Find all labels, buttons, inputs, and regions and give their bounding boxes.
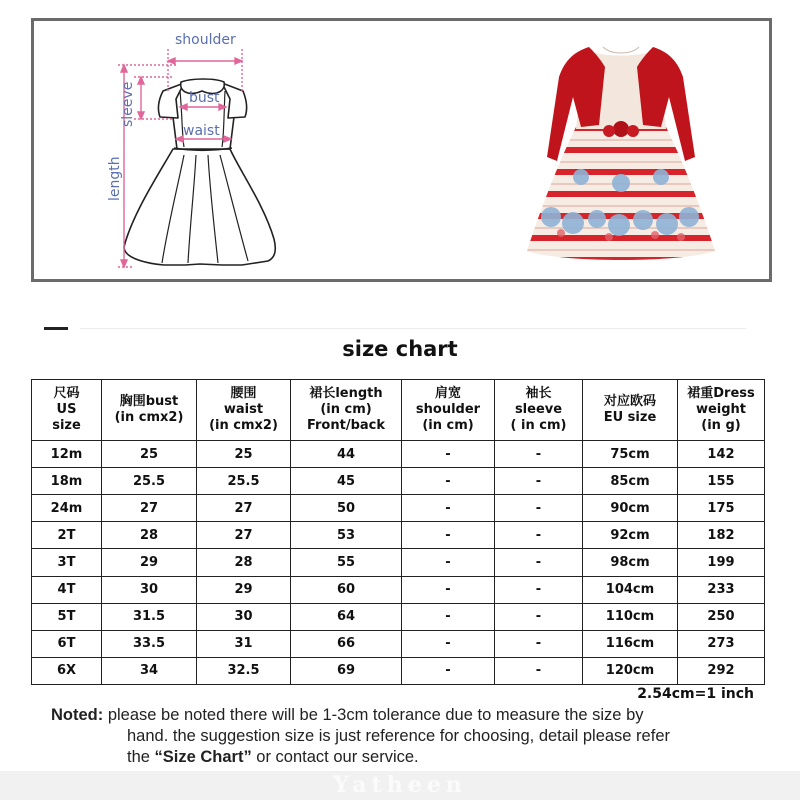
cell-us-size: 18m	[32, 468, 102, 495]
header-cell-eu-size: 对应欧码 EU size	[583, 380, 678, 441]
cell-eu-size: 90cm	[583, 495, 678, 522]
size-chart-reference: “Size Chart”	[154, 748, 252, 766]
measurement-diagram	[72, 25, 342, 280]
sleeve-label: sleeve	[120, 81, 136, 127]
table-row	[32, 549, 765, 576]
cell-weight: 182	[678, 522, 765, 549]
bust-label: bust	[189, 90, 220, 106]
waist-label: waist	[183, 123, 220, 139]
cell-weight: 292	[678, 657, 765, 684]
cell-weight: 250	[678, 603, 765, 630]
cell-bust: 25	[102, 441, 197, 468]
inch-conversion: 2.54cm=1 inch	[637, 686, 754, 702]
cell-waist: 30	[197, 603, 291, 630]
cell-shoulder: -	[402, 630, 495, 657]
note-line-3: the “Size Chart” or contact our service.	[127, 748, 419, 766]
cell-length: 50	[291, 495, 402, 522]
table-row	[32, 522, 765, 549]
header-cell-waist: 腰围 waist (in cmx2)	[197, 380, 291, 441]
header-cell-length: 裙长length (in cm) Front/back	[291, 380, 402, 441]
cell-bust: 33.5	[102, 630, 197, 657]
cell-eu-size: 85cm	[583, 468, 678, 495]
table-row	[32, 576, 765, 603]
cell-us-size: 3T	[32, 549, 102, 576]
cell-shoulder: -	[402, 495, 495, 522]
cell-weight: 199	[678, 549, 765, 576]
cell-weight: 175	[678, 495, 765, 522]
dress-photo	[521, 37, 721, 265]
cell-waist: 27	[197, 495, 291, 522]
cell-weight: 142	[678, 441, 765, 468]
cell-bust: 31.5	[102, 603, 197, 630]
size-table	[31, 379, 765, 685]
brand-watermark: Yatheen	[333, 772, 467, 798]
table-row	[32, 630, 765, 657]
length-label: length	[107, 156, 123, 201]
cell-waist: 29	[197, 576, 291, 603]
cell-sleeve: -	[495, 603, 583, 630]
section-dash	[44, 327, 68, 330]
cell-eu-size: 120cm	[583, 657, 678, 684]
size-table-body	[32, 441, 765, 685]
table-header-row	[32, 380, 765, 441]
cell-weight: 273	[678, 630, 765, 657]
cell-length: 64	[291, 603, 402, 630]
diagram-panel	[31, 18, 772, 282]
note-block	[51, 705, 761, 768]
cell-us-size: 12m	[32, 441, 102, 468]
cell-eu-size: 75cm	[583, 441, 678, 468]
cell-us-size: 24m	[32, 495, 102, 522]
cell-shoulder: -	[402, 603, 495, 630]
cell-us-size: 6T	[32, 630, 102, 657]
cell-bust: 29	[102, 549, 197, 576]
cell-eu-size: 104cm	[583, 576, 678, 603]
cell-us-size: 6X	[32, 657, 102, 684]
cell-sleeve: -	[495, 630, 583, 657]
cell-waist: 28	[197, 549, 291, 576]
cell-sleeve: -	[495, 522, 583, 549]
note-line-1	[51, 705, 761, 726]
cell-bust: 30	[102, 576, 197, 603]
cell-bust: 28	[102, 522, 197, 549]
cell-bust: 27	[102, 495, 197, 522]
cell-length: 69	[291, 657, 402, 684]
cell-eu-size: 92cm	[583, 522, 678, 549]
cell-shoulder: -	[402, 468, 495, 495]
table-row	[32, 468, 765, 495]
cell-sleeve: -	[495, 468, 583, 495]
cell-length: 45	[291, 468, 402, 495]
page-title: size chart	[342, 337, 458, 361]
note-line-2: hand. the suggestion size is just reference for choosing, detail please refer	[127, 727, 670, 745]
divider-line	[80, 328, 746, 329]
header-cell-sleeve: 袖长 sleeve ( in cm)	[495, 380, 583, 441]
cell-sleeve: -	[495, 495, 583, 522]
header-cell-us-size: 尺码 US size	[32, 380, 102, 441]
cell-waist: 25	[197, 441, 291, 468]
header-cell-bust: 胸围bust (in cmx2)	[102, 380, 197, 441]
cell-sleeve: -	[495, 576, 583, 603]
cell-sleeve: -	[495, 549, 583, 576]
cell-shoulder: -	[402, 522, 495, 549]
cell-sleeve: -	[495, 441, 583, 468]
cell-waist: 31	[197, 630, 291, 657]
cell-shoulder: -	[402, 441, 495, 468]
cell-weight: 233	[678, 576, 765, 603]
cell-length: 44	[291, 441, 402, 468]
cell-length: 53	[291, 522, 402, 549]
cell-waist: 27	[197, 522, 291, 549]
shoulder-label: shoulder	[175, 32, 236, 48]
cell-length: 60	[291, 576, 402, 603]
table-row	[32, 495, 765, 522]
cell-eu-size: 110cm	[583, 603, 678, 630]
table-row	[32, 441, 765, 468]
header-cell-weight: 裙重Dress weight (in g)	[678, 380, 765, 441]
cell-length: 55	[291, 549, 402, 576]
table-row	[32, 657, 765, 684]
cell-us-size: 4T	[32, 576, 102, 603]
header-cell-shoulder: 肩宽 shoulder (in cm)	[402, 380, 495, 441]
cell-length: 66	[291, 630, 402, 657]
cell-weight: 155	[678, 468, 765, 495]
note-label: Noted:	[51, 706, 104, 724]
cell-eu-size: 116cm	[583, 630, 678, 657]
cell-sleeve: -	[495, 657, 583, 684]
cell-waist: 32.5	[197, 657, 291, 684]
note-text-1: please be noted there will be 1-3cm tolerance due to measure the size by	[107, 706, 644, 724]
cell-eu-size: 98cm	[583, 549, 678, 576]
table-row	[32, 603, 765, 630]
cell-shoulder: -	[402, 657, 495, 684]
cell-shoulder: -	[402, 576, 495, 603]
cell-waist: 25.5	[197, 468, 291, 495]
cell-us-size: 2T	[32, 522, 102, 549]
cell-bust: 34	[102, 657, 197, 684]
cell-shoulder: -	[402, 549, 495, 576]
cell-us-size: 5T	[32, 603, 102, 630]
cell-bust: 25.5	[102, 468, 197, 495]
